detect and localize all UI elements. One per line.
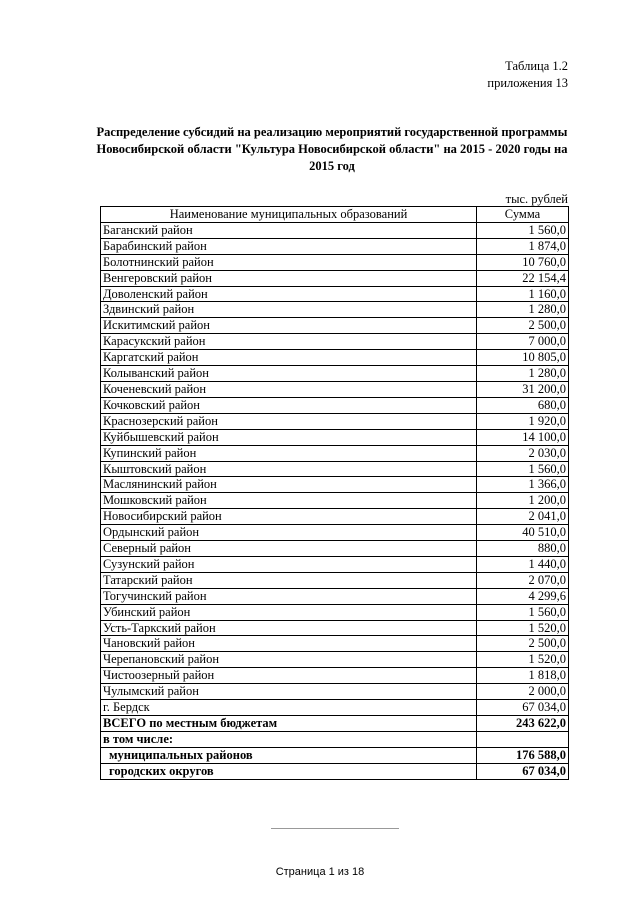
- page-number: Страница 1 из 18: [275, 866, 365, 878]
- appendix-reference: [487, 58, 568, 92]
- municipality-name: Барабинский район: [101, 238, 477, 254]
- table-number: Таблица 1.2: [505, 59, 568, 73]
- table-row: [101, 254, 569, 270]
- municipality-name: Маслянинский район: [101, 477, 477, 493]
- table-row: [101, 509, 569, 525]
- subsidy-amount: 1 818,0: [477, 668, 569, 684]
- subsidy-amount: 243 622,0: [477, 716, 569, 732]
- municipality-name: Чулымский район: [101, 684, 477, 700]
- municipality-name: Баганский район: [101, 222, 477, 238]
- subsidy-amount: 2 500,0: [477, 318, 569, 334]
- municipality-name: Искитимский район: [101, 318, 477, 334]
- subsidy-amount: 1 280,0: [477, 366, 569, 382]
- subsidy-amount: 1 560,0: [477, 222, 569, 238]
- subsidy-amount: 680,0: [477, 397, 569, 413]
- municipality-name: Купинский район: [101, 445, 477, 461]
- subsidy-amount: 2 030,0: [477, 445, 569, 461]
- subsidy-amount: 40 510,0: [477, 525, 569, 541]
- table-row: [101, 588, 569, 604]
- subsidy-amount: 10 805,0: [477, 350, 569, 366]
- municipality-name: Северный район: [101, 541, 477, 557]
- subsidy-amount: 2 000,0: [477, 684, 569, 700]
- municipality-name: Куйбышевский район: [101, 429, 477, 445]
- subsidy-amount: [477, 731, 569, 747]
- table-row: [101, 429, 569, 445]
- municipality-name: Здвинский район: [101, 302, 477, 318]
- municipality-name: Мошковский район: [101, 493, 477, 509]
- table-row: [101, 604, 569, 620]
- municipality-name: Чистоозерный район: [101, 668, 477, 684]
- subsidy-amount: 1 560,0: [477, 461, 569, 477]
- subsidy-amount: 880,0: [477, 541, 569, 557]
- table-row: [101, 222, 569, 238]
- municipality-name: в том числе:: [101, 731, 477, 747]
- municipality-name: Чановский район: [101, 636, 477, 652]
- municipality-name: ВСЕГО по местным бюджетам: [101, 716, 477, 732]
- subsidy-amount: 67 034,0: [477, 700, 569, 716]
- subsidy-amount: 1 520,0: [477, 620, 569, 636]
- subsidy-amount: 1 874,0: [477, 238, 569, 254]
- table-row: [101, 302, 569, 318]
- municipality-name: г. Бердск: [101, 700, 477, 716]
- table-row: [101, 493, 569, 509]
- table-row: [101, 366, 569, 382]
- table-row: [101, 668, 569, 684]
- table-row: [101, 525, 569, 541]
- subsidy-amount: 1 280,0: [477, 302, 569, 318]
- units-label: тыс. рублей: [505, 192, 568, 206]
- table-row: [101, 731, 569, 747]
- table-row: [101, 318, 569, 334]
- municipality-name: Убинский район: [101, 604, 477, 620]
- column-header-amount: Сумма: [477, 207, 569, 223]
- table-row: [101, 381, 569, 397]
- subsidy-table: [100, 206, 569, 780]
- subsidy-amount: 7 000,0: [477, 334, 569, 350]
- table-row: [101, 445, 569, 461]
- subsidy-amount: 1 366,0: [477, 477, 569, 493]
- table-row: [101, 541, 569, 557]
- municipality-name: муниципальных районов: [101, 747, 477, 763]
- table-row: [101, 636, 569, 652]
- subsidy-amount: 67 034,0: [477, 763, 569, 779]
- table-row: [101, 652, 569, 668]
- municipality-name: Усть-Таркский район: [101, 620, 477, 636]
- table-row: [101, 684, 569, 700]
- subsidy-amount: 176 588,0: [477, 747, 569, 763]
- table-row: [101, 397, 569, 413]
- subsidy-amount: 10 760,0: [477, 254, 569, 270]
- table-row: [101, 270, 569, 286]
- table-row: [101, 572, 569, 588]
- table-row: [101, 350, 569, 366]
- municipality-name: Черепановский район: [101, 652, 477, 668]
- municipality-name: Тогучинский район: [101, 588, 477, 604]
- subsidy-amount: 1 200,0: [477, 493, 569, 509]
- table-row: [101, 747, 569, 763]
- table-row: [101, 238, 569, 254]
- table-row: [101, 763, 569, 779]
- subsidy-amount: 31 200,0: [477, 381, 569, 397]
- document-title: Распределение субсидий на реализацию мероприятий государственной программы Новосибирской области "Культура Новосибирской области" на 2015 - 2020 годы на 2015 год: [96, 125, 568, 173]
- municipality-name: Карасукский район: [101, 334, 477, 350]
- municipality-name: Болотнинский район: [101, 254, 477, 270]
- table-row: [101, 413, 569, 429]
- municipality-name: Сузунский район: [101, 556, 477, 572]
- municipality-name: Ордынский район: [101, 525, 477, 541]
- table-row: [101, 716, 569, 732]
- municipality-name: Краснозерский район: [101, 413, 477, 429]
- municipality-name: Кочковский район: [101, 397, 477, 413]
- subsidy-amount: 4 299,6: [477, 588, 569, 604]
- table-row: [101, 461, 569, 477]
- subsidy-amount: 1 560,0: [477, 604, 569, 620]
- table-row: [101, 286, 569, 302]
- municipality-name: Венгеровский район: [101, 270, 477, 286]
- municipality-name: Кыштовский район: [101, 461, 477, 477]
- subsidy-amount: 14 100,0: [477, 429, 569, 445]
- table-row: [101, 556, 569, 572]
- column-header-name: Наименование муниципальных образований: [101, 207, 477, 223]
- municipality-name: Новосибирский район: [101, 509, 477, 525]
- appendix-number: приложения 13: [487, 76, 568, 90]
- footer-divider: [271, 828, 399, 829]
- subsidy-amount: 1 520,0: [477, 652, 569, 668]
- municipality-name: Татарский район: [101, 572, 477, 588]
- municipality-name: городских округов: [101, 763, 477, 779]
- subsidy-amount: 1 160,0: [477, 286, 569, 302]
- table-row: [101, 334, 569, 350]
- table-row: [101, 700, 569, 716]
- table-row: [101, 477, 569, 493]
- subsidy-amount: 22 154,4: [477, 270, 569, 286]
- municipality-name: Колыванский район: [101, 366, 477, 382]
- subsidy-amount: 1 920,0: [477, 413, 569, 429]
- municipality-name: Коченевский район: [101, 381, 477, 397]
- subsidy-amount: 2 070,0: [477, 572, 569, 588]
- municipality-name: Доволенский район: [101, 286, 477, 302]
- subsidy-amount: 2 041,0: [477, 509, 569, 525]
- table-body: [101, 222, 569, 779]
- municipality-name: Каргатский район: [101, 350, 477, 366]
- table-header-row: [101, 207, 569, 223]
- table-row: [101, 620, 569, 636]
- subsidy-amount: 1 440,0: [477, 556, 569, 572]
- subsidy-amount: 2 500,0: [477, 636, 569, 652]
